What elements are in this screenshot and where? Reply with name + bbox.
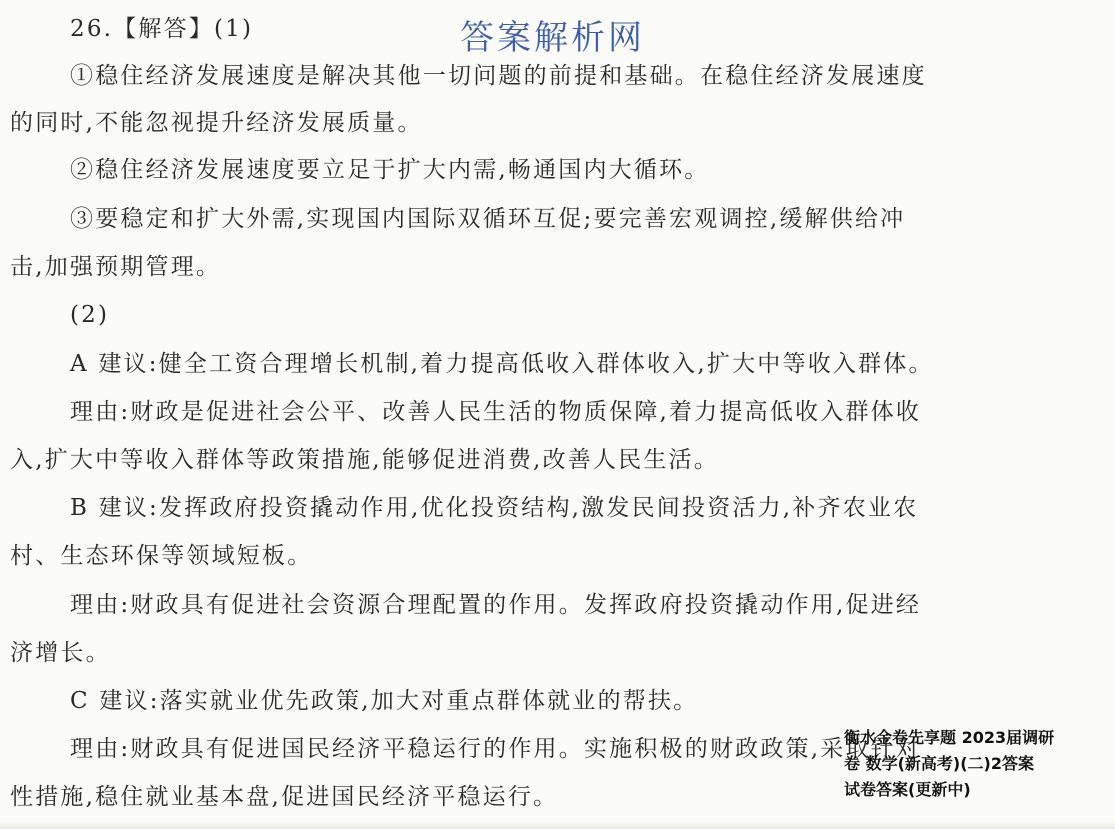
part2-label: (2) [70, 302, 110, 328]
answer-line: 性措施,稳住就业基本盘,促进国民经济平稳运行。 [10, 784, 559, 810]
answer-line: ②稳住经济发展速度要立足于扩大内需,畅通国内大循环。 [70, 157, 710, 183]
answer-line: 的同时,不能忽视提升经济发展质量。 [10, 110, 423, 136]
caption-line: 试卷答案(更新中) [844, 780, 971, 799]
answer-line: ①稳住经济发展速度是解决其他一切问题的前提和基础。在稳住经济发展速度 [70, 63, 927, 89]
page-bottom-edge [0, 821, 1115, 829]
overlay-caption [844, 725, 1114, 803]
answer-line: 村、生态环保等领域短板。 [10, 543, 313, 569]
answer-line: B 建议:发挥政府投资撬动作用,优化投资结构,激发民间投资活力,补齐农业农 [70, 495, 919, 521]
answer-line: ③要稳定和扩大外需,实现国内国际双循环互促;要完善宏观调控,缓解供给冲 [70, 206, 906, 232]
answer-line: 理由:财政具有促进社会资源合理配置的作用。发挥政府投资撬动作用,促进经 [70, 592, 922, 618]
caption-line: 衡水金卷先享题 2023届调研 [844, 728, 1055, 747]
answer-line: 入,扩大中等收入群体等政策措施,能够促进消费,改善人民生活。 [10, 447, 719, 473]
answer-line: 理由:财政是促进社会公平、改善人民生活的物质保障,着力提高低收入群体收 [70, 399, 922, 425]
answer-line: 理由:财政具有促进国民经济平稳运行的作用。实施积极的财政政策,采取针对 [70, 736, 922, 762]
answer-line: 济增长。 [10, 640, 111, 666]
caption-line: 卷 数学(新高考)(二)2答案 [844, 754, 1034, 773]
answer-header: 26.【解答】(1) [70, 16, 254, 42]
answer-line: 击,加强预期管理。 [10, 254, 222, 280]
answer-line: A 建议:健全工资合理增长机制,着力提高低收入群体收入,扩大中等收入群体。 [70, 351, 934, 377]
site-watermark: 答案解析网 [460, 18, 645, 58]
answer-line: C 建议:落实就业优先政策,加大对重点群体就业的帮扶。 [70, 688, 699, 714]
